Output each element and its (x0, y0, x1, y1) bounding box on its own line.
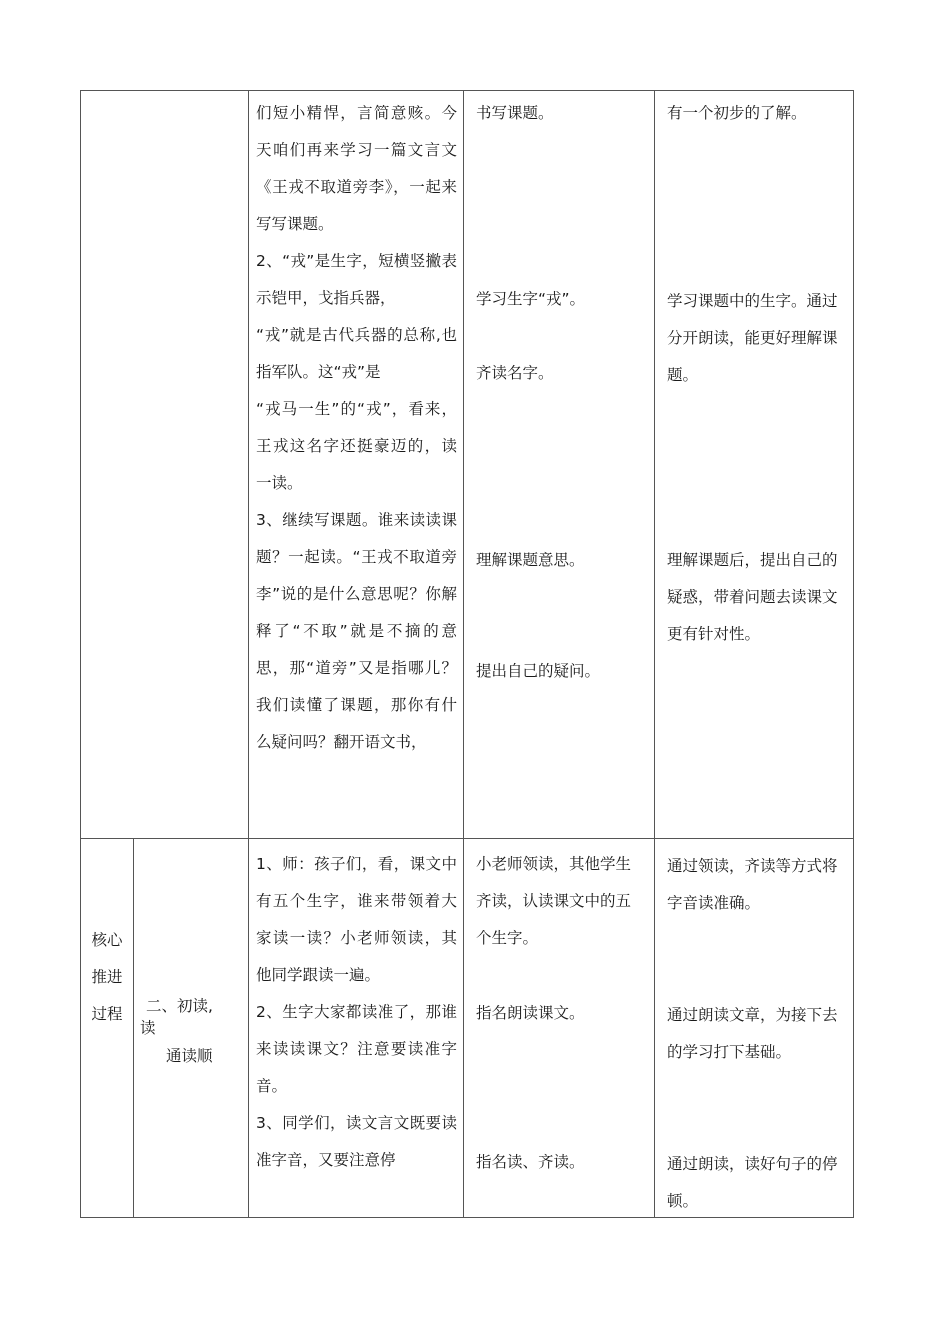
design-intent-text: 通过朗读，读好句子的停顿。 (667, 1155, 838, 1210)
teacher-activity-cell (256, 95, 457, 761)
teacher-paragraph: “戎马一生”的“戎”，看来，王戎这名字还挺豪迈的，读一读。 (256, 400, 457, 492)
design-intent-text: 通过领读，齐读等方式将字音读准确。 (667, 857, 838, 912)
section-label-line: 读 (140, 1019, 156, 1037)
table-left-border (80, 90, 81, 1218)
teacher-column-divider (248, 90, 249, 1218)
student-activity-text: 小老师领读，其他学生齐读，认读课文中的五个生字。 (476, 855, 632, 947)
design-intent-text: 有一个初步的了解。 (667, 104, 807, 122)
student-activity-text: 指名读、齐读。 (476, 1153, 585, 1171)
design-intent-text: 理解课题后，提出自己的疑惑，带着问题去读课文更有针对性。 (667, 551, 838, 643)
student-activity-text: 书写课题。 (476, 104, 554, 122)
student-column-divider (463, 90, 464, 1218)
teacher-paragraph: 3、同学们，读文言文既要读准字音，又要注意停 (256, 1114, 457, 1169)
table-top-border (80, 90, 854, 91)
intent-column-divider (654, 90, 655, 1218)
teacher-paragraph: 2、“戎”是生字，短横竖撇表示铠甲，戈指兵器， (256, 252, 457, 307)
student-activity-text: 理解课题意思。 (476, 551, 585, 569)
teacher-paragraph: “戎”就是古代兵器的总称,也指军队。这“戎”是 (256, 326, 457, 381)
stage-label: 核心推进过程 (91, 931, 123, 1023)
student-activity-text: 指名朗读课文。 (476, 1004, 585, 1022)
teacher-paragraph: 2、生字大家都读准了，那谁来读读课文？注意要读准字音。 (256, 1003, 457, 1095)
student-activity-text: 学习生字“戎”。 (476, 290, 586, 308)
teacher-activity-cell (256, 846, 457, 1216)
design-intent-text: 学习课题中的生字。通过分开朗读，能更好理解课题。 (667, 292, 838, 384)
teacher-paragraph: 们短小精悍，言简意赅。今天咱们再来学习一篇文言文《王戎不取道旁李》，一起来写写课题。 (256, 104, 457, 233)
student-activity-text: 提出自己的疑问。 (476, 662, 601, 680)
section-label (136, 995, 246, 1067)
student-activity-text: 齐读名字。 (476, 364, 554, 382)
design-intent-text: 通过朗读文章，为接下去的学习打下基础。 (667, 1006, 838, 1061)
section-label-line: 二、初读, (146, 997, 213, 1015)
section-label-line: 通读顺 (166, 1047, 213, 1065)
teacher-paragraph: 3、继续写课题。谁来读读课题？一起读。“王戎不取道旁李”说的是什么意思呢？你解释了“不取”就是不摘的意思，那“道旁”又是指哪儿？我们读懂了课题，那你有什么疑问吗？翻开语文书， (256, 511, 457, 751)
teacher-paragraph: 1、师：孩子们，看，课文中有五个生字，谁来带领着大家读一读？小老师领读，其他同学跟读一遍。 (256, 855, 457, 984)
stage-column-divider (133, 838, 134, 1218)
table-right-border (853, 90, 854, 1218)
row-divider (80, 838, 854, 839)
